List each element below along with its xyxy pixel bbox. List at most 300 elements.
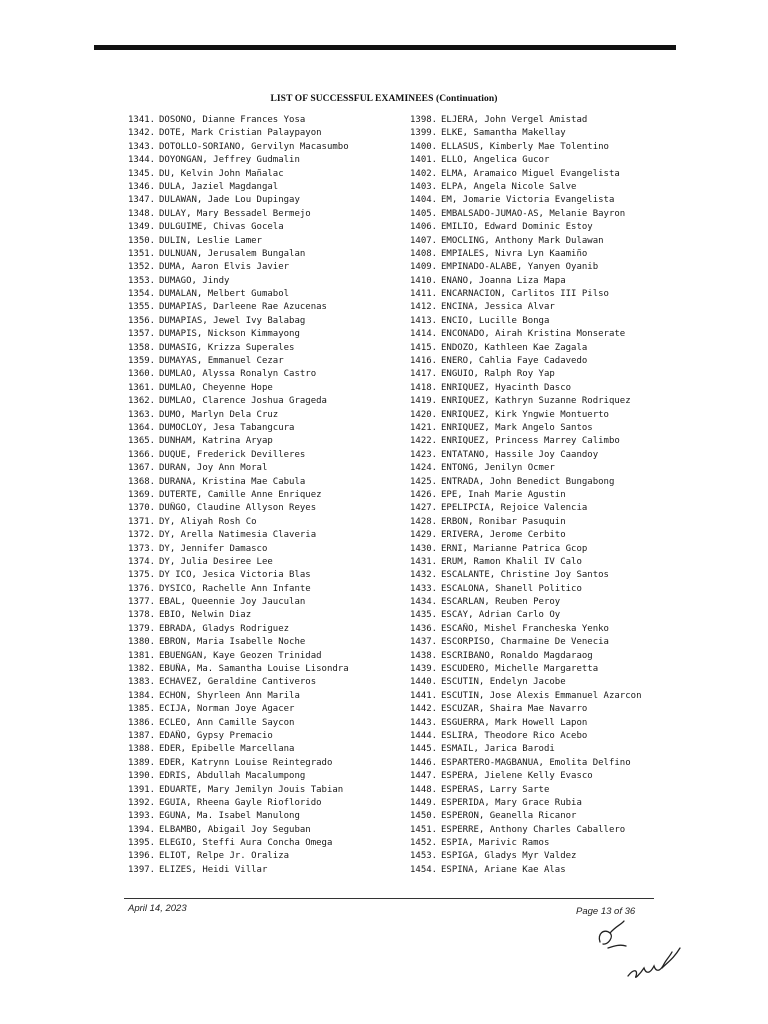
examinee-row	[410, 837, 700, 850]
examinee-number: 1415.	[410, 342, 438, 353]
examinee-row	[410, 127, 700, 140]
examinee-number: 1373.	[128, 543, 156, 554]
examinee-name: ENCARNACION, Carlitos III Pilso	[441, 289, 609, 300]
examinee-number: 1350.	[128, 235, 156, 246]
examinee-name: ERBON, Ronibar Pasuquin	[441, 516, 566, 527]
examinee-number: 1410.	[410, 275, 438, 286]
examinee-name: ENTATANO, Hassile Joy Caandoy	[441, 449, 599, 460]
examinee-name: ENRIQUEZ, Mark Angelo Santos	[441, 422, 593, 433]
examinee-number: 1442.	[410, 704, 438, 715]
examinee-number: 1375.	[128, 570, 156, 581]
examinee-row	[128, 208, 418, 221]
examinee-number: 1400.	[410, 141, 438, 152]
examinee-name: ECHON, Shyrleen Ann Marila	[159, 690, 300, 701]
examinee-number: 1355.	[128, 302, 156, 313]
examinee-row	[128, 382, 418, 395]
examinee-number: 1383.	[128, 677, 156, 688]
examinee-row	[410, 770, 700, 783]
examinee-number: 1353.	[128, 275, 156, 286]
examinee-name: DOSONO, Dianne Frances Yosa	[159, 115, 306, 125]
examinee-row	[128, 261, 418, 274]
examinee-name: ECLEO, Ann Camille Saycon	[159, 717, 295, 728]
examinee-row	[128, 462, 418, 475]
examinee-number: 1345.	[128, 168, 156, 179]
examinee-number: 1452.	[410, 838, 438, 849]
examinee-number: 1386.	[128, 717, 156, 728]
examinee-row	[128, 850, 418, 863]
examinee-name: EPELIPCIA, Rejoice Valencia	[441, 503, 588, 514]
examinee-name: ESCUDERO, Michelle Margaretta	[441, 664, 599, 675]
examinee-row	[410, 623, 700, 636]
examinee-name: DY, Aliyah Rosh Co	[159, 516, 257, 527]
examinee-name: DUQUE, Frederick Devilleres	[159, 449, 306, 460]
examinee-name: ENERO, Cahlia Faye Cadavedo	[441, 356, 588, 367]
examinee-name: ELIZES, Heidi Villar	[159, 864, 268, 875]
examinee-number: 1398.	[410, 115, 438, 125]
examinee-name: DUMAPIAS, Jewel Ivy Balabag	[159, 315, 306, 326]
examinee-row	[128, 114, 418, 127]
examinee-row	[128, 141, 418, 154]
examinee-name: DUMA, Aaron Elvis Javier	[159, 262, 290, 273]
examinee-row	[410, 569, 700, 582]
examinee-name: ENRIQUEZ, Princess Marrey Calimbo	[441, 436, 620, 447]
examinee-number: 1416.	[410, 356, 438, 367]
examinee-name: DULIN, Leslie Lamer	[159, 235, 262, 246]
examinee-name: ESPERA, Jielene Kelly Evasco	[441, 771, 593, 782]
examinee-number: 1381.	[128, 650, 156, 661]
examinee-row	[410, 743, 700, 756]
examinee-row	[410, 141, 700, 154]
examinee-row	[410, 676, 700, 689]
examinee-row	[128, 609, 418, 622]
examinee-name: ENCIO, Lucille Bonga	[441, 315, 550, 326]
examinee-name: EBUENGAN, Kaye Geozen Trinidad	[159, 650, 322, 661]
footer-date: April 14, 2023	[128, 903, 187, 914]
examinee-name: EDER, Epibelle Marcellana	[159, 744, 295, 755]
examinee-number: 1407.	[410, 235, 438, 246]
examinee-number: 1441.	[410, 690, 438, 701]
examinee-number: 1372.	[128, 530, 156, 541]
examinee-name: EBRADA, Gladys Rodriguez	[159, 623, 290, 634]
examinee-row	[410, 609, 700, 622]
examinee-row	[410, 784, 700, 797]
examinee-number: 1445.	[410, 744, 438, 755]
examinee-name: ESPERAS, Larry Sarte	[441, 784, 550, 795]
examinee-name: ENTONG, Jenilyn Ocmer	[441, 463, 555, 474]
examinee-name: EBUÑA, Ma. Samantha Louise Lisondra	[159, 664, 349, 675]
examinee-name: ESPARTERO-MAGBANUA, Emolita Delfino	[441, 757, 631, 768]
examinee-row	[128, 489, 418, 502]
examinee-name: ELIOT, Relpe Jr. Oraliza	[159, 851, 290, 862]
examinee-number: 1390.	[128, 771, 156, 782]
examinee-row	[410, 342, 700, 355]
examinee-number: 1369.	[128, 489, 156, 500]
examinee-number: 1406.	[410, 222, 438, 233]
examinee-number: 1357.	[128, 329, 156, 340]
examinee-name: ESPINA, Ariane Kae Alas	[441, 864, 566, 875]
examinee-number: 1425.	[410, 476, 438, 487]
examinee-name: DUMAGO, Jindy	[159, 275, 230, 286]
examinee-row	[410, 810, 700, 823]
examinee-name: EMBALSADO-JUMAO-AS, Melanie Bayron	[441, 208, 626, 219]
examinee-number: 1426.	[410, 489, 438, 500]
examinee-row	[128, 650, 418, 663]
examinee-name: DUÑGO, Claudine Allyson Reyes	[159, 503, 317, 514]
examinee-number: 1393.	[128, 811, 156, 822]
examinee-name: DUMLAO, Cheyenne Hope	[159, 382, 273, 393]
examinee-number: 1365.	[128, 436, 156, 447]
examinee-number: 1385.	[128, 704, 156, 715]
examinee-number: 1413.	[410, 315, 438, 326]
examinee-row	[410, 382, 700, 395]
examinee-row	[410, 221, 700, 234]
examinee-row	[128, 355, 418, 368]
examinee-row	[128, 676, 418, 689]
examinee-name: ESCAY, Adrian Carlo Oy	[441, 610, 561, 621]
examinee-number: 1359.	[128, 356, 156, 367]
examinee-name: DY ICO, Jesica Victoria Blas	[159, 570, 311, 581]
examinee-row	[128, 810, 418, 823]
header-rule	[94, 45, 676, 50]
examinee-number: 1434.	[410, 597, 438, 608]
examinee-number: 1403.	[410, 181, 438, 192]
examinee-row	[128, 395, 418, 408]
examinee-number: 1343.	[128, 141, 156, 152]
page-number: Page 13 of 36	[576, 906, 636, 917]
handwritten-signature-mark	[624, 944, 684, 984]
examinee-row	[410, 717, 700, 730]
examinee-name: ELMA, Aramaico Miguel Evangelista	[441, 168, 620, 179]
examinee-name: DUMAPIS, Nickson Kimmayong	[159, 329, 300, 340]
examinee-number: 1354.	[128, 289, 156, 300]
examinee-number: 1364.	[128, 422, 156, 433]
examinee-row	[128, 569, 418, 582]
examinee-name: DUMO, Marlyn Dela Cruz	[159, 409, 279, 420]
examinee-row	[410, 650, 700, 663]
examinee-name: ESGUERRA, Mark Howell Lapon	[441, 717, 588, 728]
examinee-number: 1371.	[128, 516, 156, 527]
examinee-row	[128, 342, 418, 355]
examinee-name: DULNUAN, Jerusalem Bungalan	[159, 248, 306, 259]
examinee-row	[128, 315, 418, 328]
examinee-row	[128, 636, 418, 649]
examinee-row	[128, 194, 418, 207]
examinee-number: 1368.	[128, 476, 156, 487]
examinee-number: 1435.	[410, 610, 438, 621]
examinee-number: 1422.	[410, 436, 438, 447]
examinee-number: 1450.	[410, 811, 438, 822]
examinee-row	[410, 502, 700, 515]
examinee-number: 1449.	[410, 797, 438, 808]
examinee-name: DUMLAO, Clarence Joshua Grageda	[159, 396, 327, 407]
examinee-name: DY, Jennifer Damasco	[159, 543, 268, 554]
examinee-number: 1444.	[410, 730, 438, 741]
examinee-number: 1362.	[128, 396, 156, 407]
examinee-row	[128, 543, 418, 556]
examinee-row	[128, 368, 418, 381]
examinee-row	[128, 623, 418, 636]
examinee-number: 1433.	[410, 583, 438, 594]
examinee-number: 1438.	[410, 650, 438, 661]
examinee-number: 1342.	[128, 128, 156, 139]
examinee-number: 1347.	[128, 195, 156, 206]
examinee-number: 1411.	[410, 289, 438, 300]
examinee-row	[410, 596, 700, 609]
examinee-number: 1377.	[128, 597, 156, 608]
examinee-number: 1394.	[128, 824, 156, 835]
examinee-row	[410, 181, 700, 194]
examinee-number: 1366.	[128, 449, 156, 460]
examinee-number: 1421.	[410, 422, 438, 433]
examinee-number: 1436.	[410, 623, 438, 634]
examinee-row	[410, 328, 700, 341]
examinee-number: 1409.	[410, 262, 438, 273]
examinee-number: 1399.	[410, 128, 438, 139]
examinee-number: 1404.	[410, 195, 438, 206]
examinee-name: EMOCLING, Anthony Mark Dulawan	[441, 235, 604, 246]
examinee-name: ENCINA, Jessica Alvar	[441, 302, 555, 313]
examinee-row	[128, 301, 418, 314]
examinee-name: ESPERIDA, Mary Grace Rubia	[441, 797, 582, 808]
examinee-name: ENTRADA, John Benedict Bungabong	[441, 476, 615, 487]
examinee-name: ECIJA, Norman Joye Agacer	[159, 704, 295, 715]
examinee-number: 1346.	[128, 181, 156, 192]
page-title: LIST OF SUCCESSFUL EXAMINEES (Continuation)	[270, 94, 498, 104]
examinee-row	[128, 743, 418, 756]
examinee-row	[128, 556, 418, 569]
examinee-name: ENRIQUEZ, Hyacinth Dasco	[441, 382, 572, 393]
examinee-row	[410, 757, 700, 770]
examinee-row	[128, 168, 418, 181]
examinee-number: 1379.	[128, 623, 156, 634]
examinee-number: 1430.	[410, 543, 438, 554]
examinee-name: EBRON, Maria Isabelle Noche	[159, 637, 306, 648]
examinee-number: 1412.	[410, 302, 438, 313]
examinee-row	[410, 208, 700, 221]
examinee-number: 1384.	[128, 690, 156, 701]
examinee-number: 1453.	[410, 851, 438, 862]
examinee-name: ERIVERA, Jerome Cerbito	[441, 530, 566, 541]
examinee-row	[128, 288, 418, 301]
examinee-row	[410, 395, 700, 408]
examinee-row	[410, 114, 700, 127]
examinee-number: 1428.	[410, 516, 438, 527]
examinee-row	[128, 476, 418, 489]
examinee-row	[128, 127, 418, 140]
examinee-name: ESMAIL, Jarica Barodi	[441, 744, 555, 755]
examinee-row	[128, 516, 418, 529]
examinee-row	[410, 301, 700, 314]
examinee-number: 1451.	[410, 824, 438, 835]
examinee-number: 1388.	[128, 744, 156, 755]
examinee-row	[128, 435, 418, 448]
examinee-row	[128, 422, 418, 435]
examinee-name: DUMAYAS, Emmanuel Cezar	[159, 356, 284, 367]
examinee-number: 1423.	[410, 449, 438, 460]
examinee-row	[410, 690, 700, 703]
examinee-name: ESPERRE, Anthony Charles Caballero	[441, 824, 626, 835]
examinee-name: DOYONGAN, Jeffrey Gudmalin	[159, 155, 300, 166]
examinee-row	[410, 703, 700, 716]
examinee-name: EMILIO, Edward Dominic Estoy	[441, 222, 593, 233]
examinee-name: DUMASIG, Krizza Superales	[159, 342, 295, 353]
examinee-row	[410, 168, 700, 181]
examinee-number: 1402.	[410, 168, 438, 179]
examinee-number: 1360.	[128, 369, 156, 380]
examinee-number: 1352.	[128, 262, 156, 273]
examinee-name: ESCALONA, Shanell Politico	[441, 583, 582, 594]
examinee-name: ENRIQUEZ, Kirk Yngwie Montuerto	[441, 409, 609, 420]
examinee-row	[128, 757, 418, 770]
examinee-number: 1378.	[128, 610, 156, 621]
examinee-row	[128, 449, 418, 462]
examinee-name: EDER, Katrynn Louise Reintegrado	[159, 757, 333, 768]
examinee-number: 1358.	[128, 342, 156, 353]
examinee-name: DULAY, Mary Bessadel Bermejo	[159, 208, 311, 219]
examinee-name: DUMALAN, Melbert Gumabol	[159, 289, 290, 300]
examinee-row	[410, 529, 700, 542]
examinee-number: 1401.	[410, 155, 438, 166]
examinee-row	[410, 556, 700, 569]
examinee-name: DOTE, Mark Cristian Palaypayon	[159, 128, 322, 139]
examinee-name: ELLO, Angelica Gucor	[441, 155, 550, 166]
examinee-number: 1454.	[410, 864, 438, 875]
examinee-row	[410, 476, 700, 489]
examinee-number: 1417.	[410, 369, 438, 380]
examinee-number: 1367.	[128, 463, 156, 474]
examinee-number: 1414.	[410, 329, 438, 340]
examinee-row	[410, 663, 700, 676]
examinee-row	[410, 194, 700, 207]
examinee-name: ERUM, Ramon Khalil IV Calo	[441, 556, 582, 567]
examinee-name: EDRIS, Abdullah Macalumpong	[159, 771, 306, 782]
examinee-row	[410, 235, 700, 248]
examinee-number: 1361.	[128, 382, 156, 393]
examinee-row	[128, 824, 418, 837]
examinee-name: ELEGIO, Steffi Aura Concha Omega	[159, 838, 333, 849]
examinee-name: EBIO, Nelwin Diaz	[159, 610, 252, 621]
examinee-row	[128, 717, 418, 730]
examinee-row	[410, 422, 700, 435]
examinee-name: ESPERON, Geanella Ricanor	[441, 811, 577, 822]
examinee-name: ELBAMBO, Abigail Joy Seguban	[159, 824, 311, 835]
examinee-number: 1380.	[128, 637, 156, 648]
examinee-name: ELKE, Samantha Makellay	[441, 128, 566, 139]
examinee-row	[410, 368, 700, 381]
examinee-name: EM, Jomarie Victoria Evangelista	[441, 195, 615, 206]
examinee-name: EMPIALES, Nivra Lyn Kaamiño	[441, 248, 588, 259]
examinee-row	[410, 315, 700, 328]
examinee-number: 1446.	[410, 757, 438, 768]
examinee-row	[128, 154, 418, 167]
examinee-name: DUMLAO, Alyssa Ronalyn Castro	[159, 369, 317, 380]
examinee-list-left	[128, 114, 418, 877]
examinee-row	[128, 235, 418, 248]
examinee-number: 1395.	[128, 838, 156, 849]
examinee-name: ESCUTIN, Jose Alexis Emmanuel Azarcon	[441, 690, 642, 701]
examinee-number: 1431.	[410, 556, 438, 567]
examinee-number: 1363.	[128, 409, 156, 420]
examinee-row	[128, 409, 418, 422]
examinee-name: ENANO, Joanna Liza Mapa	[441, 275, 566, 286]
examinee-row	[410, 275, 700, 288]
footer-rule	[124, 898, 654, 899]
examinee-number: 1440.	[410, 677, 438, 688]
examinee-name: ELLASUS, Kimberly Mae Tolentino	[441, 141, 609, 152]
examinee-name: DY, Arella Natimesia Claveria	[159, 530, 317, 541]
examinee-name: DUNHAM, Katrina Aryap	[159, 436, 273, 447]
examinee-row	[128, 596, 418, 609]
examinee-name: ENGUIO, Ralph Roy Yap	[441, 369, 555, 380]
examinee-name: ESCORPISO, Charmaine De Venecia	[441, 637, 609, 648]
examinee-row	[410, 543, 700, 556]
examinee-number: 1387.	[128, 730, 156, 741]
examinee-name: ESCUTIN, Endelyn Jacobe	[441, 677, 566, 688]
examinee-number: 1382.	[128, 664, 156, 675]
examinee-row	[410, 355, 700, 368]
examinee-name: ESPIGA, Gladys Myr Valdez	[441, 851, 577, 862]
examinee-number: 1448.	[410, 784, 438, 795]
examinee-row	[410, 409, 700, 422]
examinee-name: DULGUIME, Chivas Gocela	[159, 222, 284, 233]
examinee-name: ERNI, Marianne Patrica Gcop	[441, 543, 588, 554]
examinee-number: 1419.	[410, 396, 438, 407]
examinee-number: 1341.	[128, 115, 156, 125]
examinee-name: EBAL, Queennie Joy Jauculan	[159, 597, 306, 608]
examinee-number: 1405.	[410, 208, 438, 219]
examinee-name: DULA, Jaziel Magdangal	[159, 181, 279, 192]
examinee-row	[410, 288, 700, 301]
examinee-list-right	[410, 114, 700, 877]
examinee-name: ESLIRA, Theodore Rico Acebo	[441, 730, 588, 741]
examinee-name: DURANA, Kristina Mae Cabula	[159, 476, 306, 487]
examinee-row	[128, 583, 418, 596]
examinee-name: DUMOCLOY, Jesa Tabangcura	[159, 422, 295, 433]
examinee-row	[410, 248, 700, 261]
examinee-row	[128, 529, 418, 542]
examinee-row	[410, 449, 700, 462]
examinee-number: 1443.	[410, 717, 438, 728]
examinee-row	[410, 730, 700, 743]
examinee-name: ENCONADO, Airah Kristina Monserate	[441, 329, 626, 340]
examinee-row	[128, 221, 418, 234]
examinee-row	[128, 784, 418, 797]
examinee-number: 1439.	[410, 664, 438, 675]
examinee-name: ENRIQUEZ, Kathryn Suzanne Rodriquez	[441, 396, 631, 407]
examinee-row	[410, 850, 700, 863]
examinee-number: 1418.	[410, 382, 438, 393]
examinee-row	[128, 275, 418, 288]
examinee-name: ESCRIBANO, Ronaldo Magdaraog	[441, 650, 593, 661]
examinee-number: 1432.	[410, 570, 438, 581]
examinee-number: 1356.	[128, 315, 156, 326]
examinee-number: 1351.	[128, 248, 156, 259]
examinee-name: DUMAPIAS, Darleene Rae Azucenas	[159, 302, 327, 313]
examinee-number: 1396.	[128, 851, 156, 862]
examinee-number: 1427.	[410, 503, 438, 514]
examinee-number: 1424.	[410, 463, 438, 474]
examinee-name: ECHAVEZ, Geraldine Cantiveros	[159, 677, 317, 688]
examinee-name: EGUIA, Rheena Gayle Rioflorido	[159, 797, 322, 808]
examinee-row	[410, 462, 700, 475]
examinee-row	[410, 824, 700, 837]
examinee-name: ESCALANTE, Christine Joy Santos	[441, 570, 609, 581]
examinee-number: 1397.	[128, 864, 156, 875]
examinee-row	[410, 489, 700, 502]
examinee-number: 1392.	[128, 797, 156, 808]
examinee-row	[410, 261, 700, 274]
examinee-row	[128, 502, 418, 515]
